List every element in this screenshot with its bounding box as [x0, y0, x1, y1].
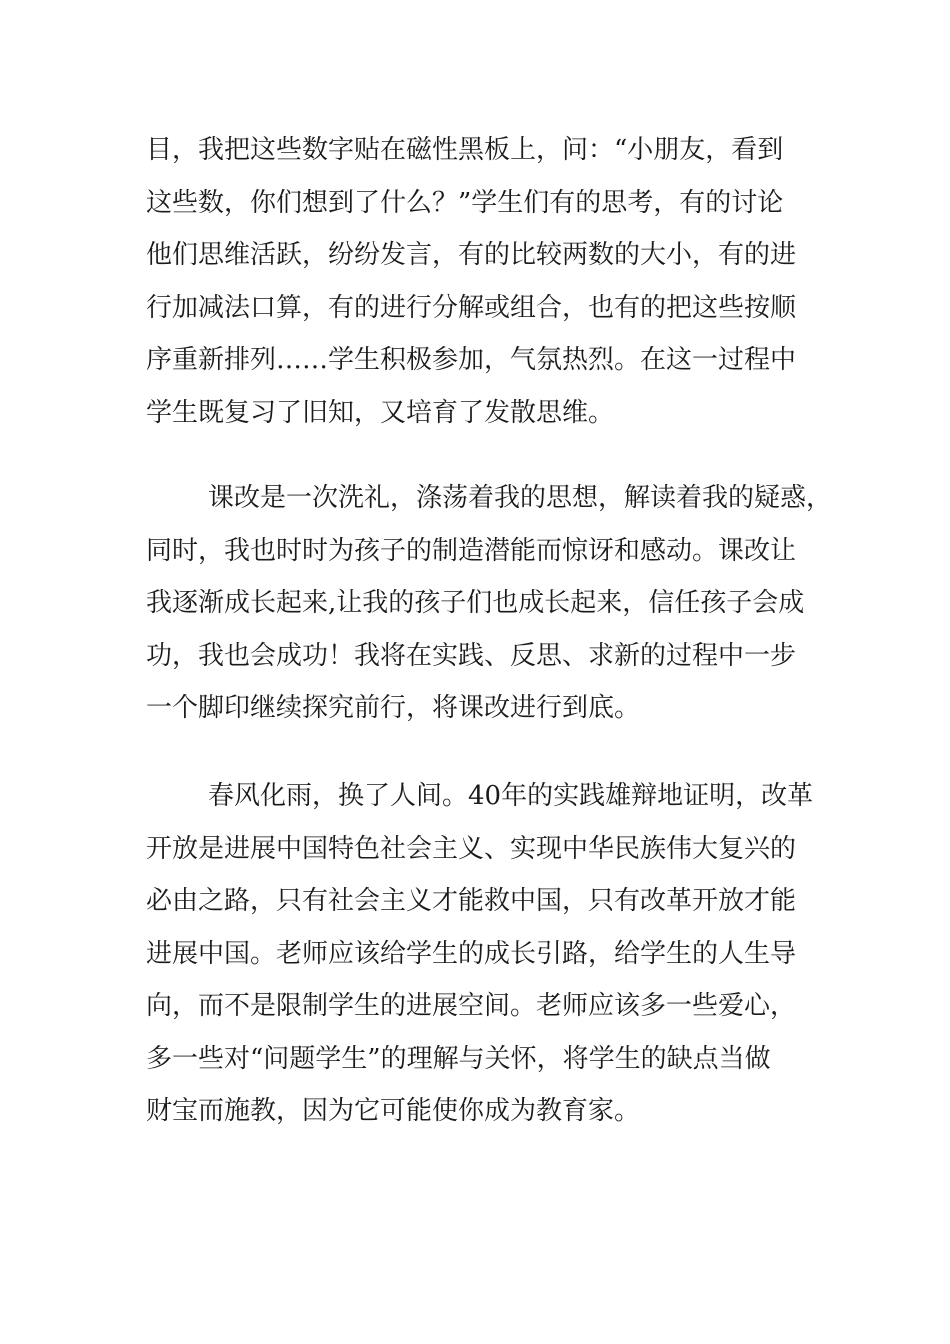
- paragraph-line: 学生既复习了旧知，又培育了发散思维。: [146, 397, 615, 428]
- paragraph-line: 课改是一次洗礼，涤荡着我的思想，解读着我的疑惑，: [208, 483, 833, 513]
- paragraph-line: 同时，我也时时为孩子的制造潜能而惊讶和感动。课改让: [146, 535, 797, 566]
- paragraph-line: 必由之路，只有社会主义才能救中国，只有改革开放才能: [146, 886, 797, 916]
- paragraph-line: 我逐渐成长起来,让我的孩子们也成长起来，信任孩子会成: [146, 588, 805, 618]
- paragraph-line: 一个脚印继续探究前行，将课改进行到底。: [146, 693, 641, 723]
- paragraph-2: [146, 472, 846, 735]
- paragraph-3: [146, 770, 846, 1138]
- paragraph-line: 春风化雨，换了人间。40年的实践雄辩地证明，改革: [208, 781, 814, 811]
- paragraph-line: 进展中国。老师应该给学生的成长引路，给学生的人生导: [146, 938, 797, 969]
- paragraph-line: 开放是进展中国特色社会主义、实现中华民族伟大复兴的: [146, 833, 797, 864]
- paragraph-line: 他们思维活跃，纷纷发言，有的比较两数的大小，有的进: [146, 240, 797, 270]
- paragraph-line: 多一些对“问题学生”的理解与关怀，将学生的缺点当做: [146, 1043, 771, 1074]
- paragraph-line: 序重新排列……学生积极参加，气氛热烈。在这一过程中: [146, 345, 797, 375]
- paragraph-1: [146, 124, 846, 439]
- paragraph-line: 这些数，你们想到了什么？”学生们有的思考，有的讨论: [146, 187, 784, 218]
- paragraph-line: 向，而不是限制学生的进展空间。老师应该多一些爱心，: [146, 991, 797, 1021]
- paragraph-line: 目，我把这些数字贴在磁性黑板上，问：“小朋友，看到: [146, 135, 784, 165]
- paragraph-line: 财宝而施教，因为它可能使你成为教育家。: [146, 1096, 641, 1126]
- paragraph-line: 行加减法口算，有的进行分解或组合，也有的把这些按顺: [146, 292, 797, 323]
- paragraph-line: 功，我也会成功！我将在实践、反思、求新的过程中一步: [146, 640, 797, 671]
